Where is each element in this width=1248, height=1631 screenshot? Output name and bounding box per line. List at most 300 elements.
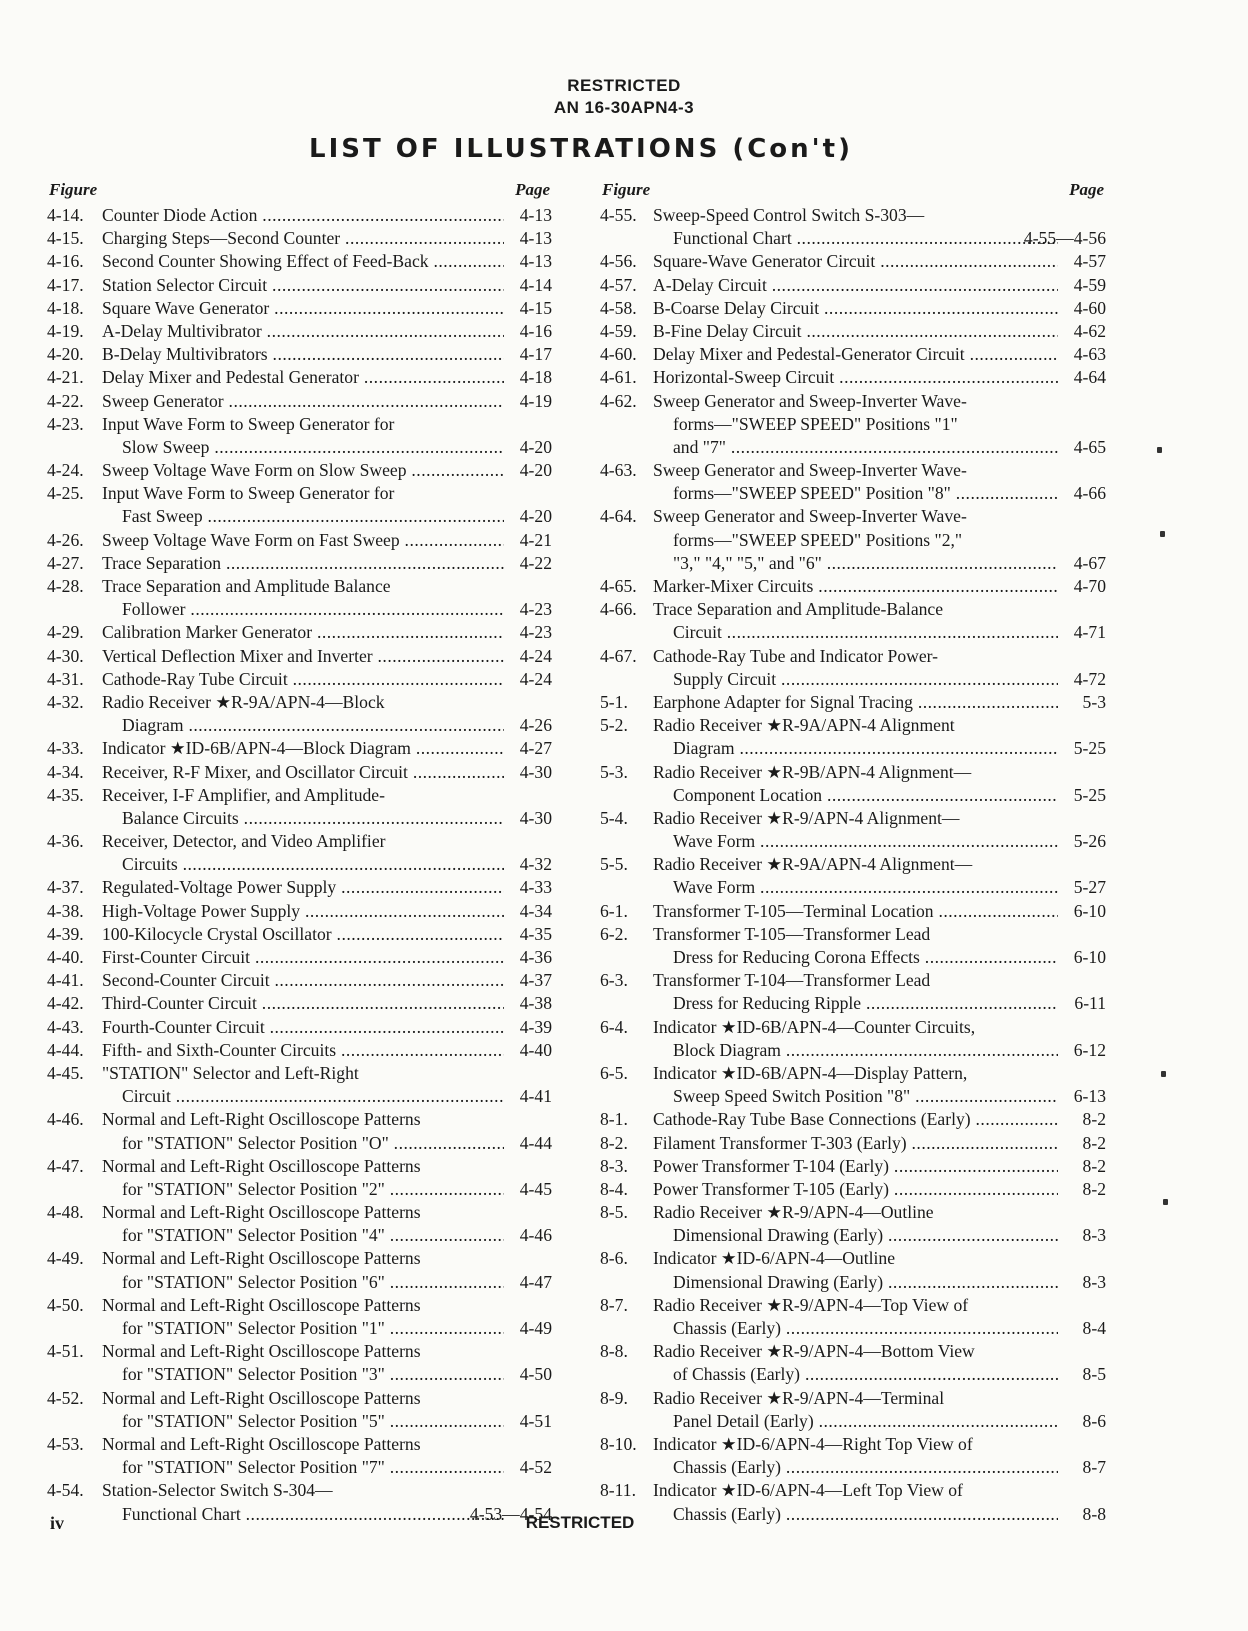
entry-line xyxy=(47,1410,552,1433)
figure-page: 4-59 xyxy=(1073,274,1106,295)
figure-page: 4-24 xyxy=(519,668,552,689)
figure-title: Indicator ★ID-6B/APN-4—Counter Circuits, xyxy=(653,1016,976,1037)
entry-line xyxy=(600,1340,1106,1363)
figure-entry xyxy=(47,1062,552,1108)
page-heading: Page xyxy=(515,180,550,199)
figure-number: 4-41. xyxy=(47,970,84,991)
figure-page: 4-57 xyxy=(1073,251,1106,272)
figure-entry xyxy=(600,1247,1106,1293)
figure-page: 6-12 xyxy=(1073,1039,1106,1060)
figure-entry xyxy=(47,343,552,366)
figure-entry xyxy=(47,969,552,992)
figure-title: Diagram ..... xyxy=(122,714,504,737)
figure-page: 4-13 xyxy=(519,205,552,225)
figure-page: 4-14 xyxy=(519,274,552,295)
entry-line xyxy=(600,390,1106,413)
entry-line xyxy=(600,691,1106,714)
figure-title: Marker-Mixer Circuits ..... xyxy=(653,575,1058,598)
figure-entry xyxy=(47,552,552,575)
entry-line xyxy=(600,343,1106,366)
figure-entry xyxy=(600,343,1106,366)
figure-entry xyxy=(47,390,552,413)
figure-number: 4-18. xyxy=(47,297,84,318)
figure-page: 4-55—4-56 xyxy=(1023,228,1106,249)
figure-entry xyxy=(47,1387,552,1433)
figure-title: Normal and Left-Right Oscilloscope Patterns xyxy=(102,1294,421,1315)
figure-number: 4-67. xyxy=(600,645,637,666)
figure-title: Fast Sweep ..... xyxy=(122,505,504,528)
entry-line xyxy=(47,807,552,830)
header-classification: RESTRICTED xyxy=(567,76,681,95)
entry-line xyxy=(47,297,552,320)
figure-title: forms—"SWEEP SPEED" Positions "1" xyxy=(673,413,958,434)
figure-title: Receiver, R-F Mixer, and Oscillator Circuit ..... xyxy=(102,761,504,784)
figure-number: 8-8. xyxy=(600,1341,628,1362)
figure-title: High-Voltage Power Supply ..... xyxy=(102,900,504,923)
entry-line xyxy=(47,923,552,946)
figure-number: 4-53. xyxy=(47,1433,84,1454)
figure-page: 6-13 xyxy=(1073,1086,1106,1107)
figure-page: 8-5 xyxy=(1082,1364,1106,1385)
entry-line xyxy=(47,1247,552,1270)
entry-line xyxy=(47,1039,552,1062)
figure-page: 4-36 xyxy=(519,947,552,967)
figure-entry xyxy=(600,1340,1106,1386)
figure-title: Dress for Reducing Ripple ..... xyxy=(673,992,1058,1015)
figure-entry xyxy=(47,459,552,482)
figure-number: 4-32. xyxy=(47,691,84,712)
figure-number: 8-1. xyxy=(600,1109,628,1130)
entry-line xyxy=(600,876,1106,899)
figure-title: for "STATION" Selector Position "5" ..... xyxy=(122,1410,504,1433)
figure-title: Calibration Marker Generator ..... xyxy=(102,621,504,644)
figure-number: 4-14. xyxy=(47,205,84,225)
figure-entry xyxy=(47,621,552,644)
figure-page: 4-63 xyxy=(1073,344,1106,365)
entry-line xyxy=(47,830,552,853)
figure-title: Second Counter Showing Effect of Feed-Back ..... xyxy=(102,250,504,273)
figure-page: 4-20 xyxy=(519,506,552,527)
entry-line xyxy=(47,645,552,668)
figure-title: Horizontal-Sweep Circuit ..... xyxy=(653,366,1058,389)
entry-line xyxy=(600,482,1106,505)
figure-title: for "STATION" Selector Position "O" ..... xyxy=(122,1132,504,1155)
figure-page: 4-45 xyxy=(519,1178,552,1199)
entry-line xyxy=(600,714,1106,737)
entry-line xyxy=(600,853,1106,876)
scan-speck xyxy=(1161,1071,1166,1077)
figure-number: 8-4. xyxy=(600,1178,628,1199)
entry-line xyxy=(600,1387,1106,1410)
entry-line xyxy=(47,1085,552,1108)
figure-entry xyxy=(47,1155,552,1201)
figure-entry xyxy=(600,1016,1106,1062)
figure-entry xyxy=(600,1155,1106,1178)
figure-title: Radio Receiver ★R-9/APN-4—Terminal xyxy=(653,1387,945,1408)
figure-entry xyxy=(600,250,1106,273)
entry-line xyxy=(47,459,552,482)
figure-title: Receiver, Detector, and Video Amplifier xyxy=(102,831,386,852)
figure-number: 6-1. xyxy=(600,900,628,921)
figure-title: Radio Receiver ★R-9A/APN-4 Alignment— xyxy=(653,854,973,875)
figure-title: Normal and Left-Right Oscilloscope Patterns xyxy=(102,1248,421,1269)
figure-page: 8-2 xyxy=(1082,1132,1106,1153)
entry-line xyxy=(47,1132,552,1155)
figure-title: Transformer T-105—Transformer Lead xyxy=(653,923,931,944)
figure-title: Dress for Reducing Corona Effects ..... xyxy=(673,946,1058,969)
entry-line xyxy=(600,668,1106,691)
figure-title: Follower ..... xyxy=(122,598,504,621)
figure-title: Trace Separation and Amplitude Balance xyxy=(102,576,391,596)
figure-entry xyxy=(600,459,1106,505)
figure-page: 5-27 xyxy=(1073,877,1106,898)
figure-title: Block Diagram ..... xyxy=(673,1039,1058,1062)
figure-number: 4-22. xyxy=(47,390,84,411)
entry-line xyxy=(600,1155,1106,1178)
figure-page: 4-44 xyxy=(519,1132,552,1153)
entry-line xyxy=(47,1317,552,1340)
figure-number: 4-35. xyxy=(47,784,84,805)
figure-page: 4-26 xyxy=(519,715,552,736)
figure-entry xyxy=(47,691,552,737)
figure-entry xyxy=(600,714,1106,760)
figure-number: 6-2. xyxy=(600,923,628,944)
left-entry-list xyxy=(47,204,552,1526)
figure-page: 4-32 xyxy=(519,854,552,875)
entry-line xyxy=(600,621,1106,644)
entry-line xyxy=(47,320,552,343)
figure-number: 4-34. xyxy=(47,761,84,782)
figure-page: 8-8 xyxy=(1082,1503,1106,1524)
entry-line xyxy=(47,529,552,552)
figure-title: Normal and Left-Right Oscilloscope Patterns xyxy=(102,1341,421,1362)
figure-page: 4-23 xyxy=(519,622,552,643)
figure-number: 4-39. xyxy=(47,923,84,944)
figure-title: Input Wave Form to Sweep Generator for xyxy=(102,413,395,434)
figure-title: Square Wave Generator ..... xyxy=(102,297,504,320)
figure-title: Fourth-Counter Circuit ..... xyxy=(102,1016,504,1039)
figure-entry xyxy=(600,1387,1106,1433)
footer-page-number: iv xyxy=(50,1513,65,1533)
figure-entry xyxy=(47,529,552,552)
figure-entry xyxy=(47,482,552,528)
figure-entry xyxy=(600,1132,1106,1155)
figure-title: Counter Diode Action ..... xyxy=(102,204,504,227)
figure-page: 4-30 xyxy=(519,761,552,782)
entry-line xyxy=(600,969,1106,992)
entry-line xyxy=(600,1108,1106,1131)
entry-line xyxy=(47,691,552,714)
entry-line xyxy=(47,413,552,436)
figure-entry xyxy=(47,923,552,946)
figure-number: 5-5. xyxy=(600,854,628,875)
right-entry-list xyxy=(600,204,1106,1526)
figure-page: 4-38 xyxy=(519,993,552,1014)
entry-line xyxy=(47,505,552,528)
figure-title: Radio Receiver ★R-9/APN-4—Outline xyxy=(653,1202,934,1223)
entry-line xyxy=(600,297,1106,320)
figure-page: 4-64 xyxy=(1073,367,1106,388)
figure-title: Delay Mixer and Pedestal-Generator Circuit ..... xyxy=(653,343,1058,366)
figure-page: 4-35 xyxy=(519,923,552,944)
figure-page: 8-4 xyxy=(1082,1318,1106,1338)
entry-line xyxy=(600,1456,1106,1479)
figure-number: 4-29. xyxy=(47,622,84,643)
entry-line xyxy=(47,1340,552,1363)
figure-page: 4-41 xyxy=(519,1086,552,1107)
figure-title: Normal and Left-Right Oscilloscope Patterns xyxy=(102,1387,421,1408)
figure-entry xyxy=(600,366,1106,389)
figure-number: 4-57. xyxy=(600,274,637,295)
figure-page: 4-65 xyxy=(1073,436,1106,457)
figure-title: Second-Counter Circuit ..... xyxy=(102,969,504,992)
figure-title: Dimensional Drawing (Early) ..... xyxy=(673,1271,1058,1294)
right-column xyxy=(600,180,1106,1526)
entry-line xyxy=(600,436,1106,459)
entry-line xyxy=(47,1456,552,1479)
figure-title: Regulated-Voltage Power Supply ..... xyxy=(102,876,504,899)
figure-entry xyxy=(600,807,1106,853)
figure-page: 4-33 xyxy=(519,877,552,898)
figure-title: forms—"SWEEP SPEED" Positions "2," xyxy=(673,529,963,550)
figure-entry xyxy=(600,900,1106,923)
figure-entry xyxy=(600,969,1106,1015)
entry-line xyxy=(600,1271,1106,1294)
figure-page: 4-39 xyxy=(519,1016,552,1037)
figure-title: Circuits ..... xyxy=(122,853,504,876)
figure-number: 5-4. xyxy=(600,807,628,828)
figure-title: Sweep Generator ..... xyxy=(102,390,504,413)
figure-number: 4-42. xyxy=(47,993,84,1014)
figure-entry xyxy=(47,1433,552,1479)
figure-title: Transformer T-105—Terminal Location ..... xyxy=(653,900,1058,923)
entry-line xyxy=(47,1108,552,1131)
entry-line xyxy=(600,250,1106,273)
entry-line xyxy=(600,1363,1106,1386)
figure-title: Trace Separation and Amplitude-Balance xyxy=(653,599,944,620)
entry-line xyxy=(600,1062,1106,1085)
figure-title: and "7" ..... xyxy=(673,436,1058,459)
entry-line xyxy=(47,204,552,227)
figure-page: 4-22 xyxy=(519,552,552,573)
figure-page: 4-67 xyxy=(1073,552,1106,573)
figure-title: Radio Receiver ★R-9A/APN-4 Alignment xyxy=(653,715,955,736)
footer-classification: RESTRICTED xyxy=(525,1513,635,1532)
figure-title: Filament Transformer T-303 (Early) ..... xyxy=(653,1132,1058,1155)
figure-number: 4-54. xyxy=(47,1480,84,1501)
figure-entry xyxy=(600,297,1106,320)
figure-title: Charging Steps—Second Counter ..... xyxy=(102,227,504,250)
figure-title: First-Counter Circuit ..... xyxy=(102,946,504,969)
figure-title: Chassis (Early) ..... xyxy=(673,1317,1058,1340)
figure-number: 8-7. xyxy=(600,1294,628,1315)
figure-title: Vertical Deflection Mixer and Inverter ..... xyxy=(102,645,504,668)
entry-line xyxy=(47,1387,552,1410)
figure-number: 4-47. xyxy=(47,1155,84,1176)
entry-line xyxy=(600,320,1106,343)
figure-number: 5-2. xyxy=(600,715,628,736)
figure-entry xyxy=(600,645,1106,691)
entry-line xyxy=(600,552,1106,575)
figure-title: Indicator ★ID-6B/APN-4—Block Diagram ..... xyxy=(102,737,504,760)
figure-title: Cathode-Ray Tube Base Connections (Early) ..... xyxy=(653,1108,1058,1131)
figure-page: 4-52 xyxy=(519,1457,552,1478)
header-doc-number: AN 16-30APN4-3 xyxy=(553,98,695,117)
figure-title: Circuit ..... xyxy=(122,1085,504,1108)
figure-page: 4-23 xyxy=(519,599,552,620)
figure-title: Earphone Adapter for Signal Tracing ..... xyxy=(653,691,1058,714)
figure-page: 4-72 xyxy=(1073,668,1106,689)
figure-page: 4-20 xyxy=(519,460,552,481)
figure-title: Functional Chart ..... xyxy=(673,227,1058,250)
figure-title: Receiver, I-F Amplifier, and Amplitude- xyxy=(102,784,385,805)
figure-entry xyxy=(600,575,1106,598)
figure-title: for "STATION" Selector Position "2" ..... xyxy=(122,1178,504,1201)
figure-title: Wave Form ..... xyxy=(673,876,1058,899)
figure-entry xyxy=(600,1178,1106,1201)
figure-number: 8-5. xyxy=(600,1202,628,1223)
figure-number: 8-2. xyxy=(600,1132,628,1153)
figure-entry xyxy=(47,1247,552,1293)
figure-entry xyxy=(600,691,1106,714)
figure-page: 4-47 xyxy=(519,1271,552,1292)
figure-page: 4-53—4-54 xyxy=(469,1503,552,1524)
figure-number: 4-52. xyxy=(47,1387,84,1408)
figure-title: Cathode-Ray Tube Circuit ..... xyxy=(102,668,504,691)
figure-number: 4-66. xyxy=(600,599,637,620)
entry-line xyxy=(600,1016,1106,1039)
figure-page: 4-51 xyxy=(519,1410,552,1431)
figure-number: 4-63. xyxy=(600,460,637,481)
figure-page: 4-66 xyxy=(1073,483,1106,504)
figure-page: 8-3 xyxy=(1082,1225,1106,1246)
entry-line xyxy=(47,366,552,389)
figure-title: A-Delay Circuit ..... xyxy=(653,274,1058,297)
entry-line xyxy=(47,1016,552,1039)
figure-page: 5-25 xyxy=(1073,738,1106,759)
figure-title: "3," "4," "5," and "6" ..... xyxy=(673,552,1058,575)
figure-entry xyxy=(47,784,552,830)
entry-line xyxy=(600,1224,1106,1247)
figure-page: 4-71 xyxy=(1073,622,1106,643)
figure-entry xyxy=(600,1201,1106,1247)
figure-number: 4-27. xyxy=(47,552,84,573)
figure-title: Normal and Left-Right Oscilloscope Patterns xyxy=(102,1109,421,1130)
figure-title: Normal and Left-Right Oscilloscope Patterns xyxy=(102,1202,421,1223)
entry-line xyxy=(600,807,1106,830)
figure-entry xyxy=(47,297,552,320)
entry-line xyxy=(600,1201,1106,1224)
entry-line xyxy=(47,343,552,366)
entry-line xyxy=(47,390,552,413)
figure-title: Panel Detail (Early) ..... xyxy=(673,1410,1058,1433)
figure-page: 4-30 xyxy=(519,807,552,828)
entry-line xyxy=(600,1039,1106,1062)
figure-entry xyxy=(47,274,552,297)
figure-title: Balance Circuits ..... xyxy=(122,807,504,830)
entry-line xyxy=(600,830,1106,853)
figure-entry xyxy=(600,1294,1106,1340)
figure-title: Delay Mixer and Pedestal Generator ..... xyxy=(102,366,504,389)
figure-title: for "STATION" Selector Position "1" ..... xyxy=(122,1317,504,1340)
figure-number: 4-40. xyxy=(47,947,84,967)
figure-title: Supply Circuit ..... xyxy=(673,668,1058,691)
figure-title: Radio Receiver ★R-9B/APN-4 Alignment— xyxy=(653,761,972,782)
entry-line xyxy=(600,227,1106,250)
figure-page: 4-15 xyxy=(519,297,552,318)
entry-line xyxy=(47,552,552,575)
figure-number: 8-10. xyxy=(600,1433,637,1454)
figure-entry xyxy=(47,645,552,668)
entry-line xyxy=(600,529,1106,552)
figure-page: 4-50 xyxy=(519,1364,552,1385)
figure-page: 6-10 xyxy=(1073,900,1106,921)
entry-line xyxy=(600,761,1106,784)
figure-title: Power Transformer T-104 (Early) ..... xyxy=(653,1155,1058,1178)
entry-line xyxy=(600,1085,1106,1108)
entry-line xyxy=(600,413,1106,436)
figure-number: 4-49. xyxy=(47,1248,84,1269)
figure-entry xyxy=(600,390,1106,460)
figure-title: Transformer T-104—Transformer Lead xyxy=(653,970,931,991)
figure-number: 5-3. xyxy=(600,761,628,782)
figure-title: Component Location ..... xyxy=(673,784,1058,807)
figure-title: "STATION" Selector and Left-Right xyxy=(102,1062,359,1083)
figure-page: 4-24 xyxy=(519,645,552,666)
figure-page: 8-7 xyxy=(1082,1457,1106,1478)
entry-line xyxy=(47,227,552,250)
entry-line xyxy=(600,1132,1106,1155)
figure-number: 4-59. xyxy=(600,320,637,341)
scan-speck xyxy=(1163,1199,1168,1205)
entry-line xyxy=(600,1317,1106,1340)
figure-page: 4-17 xyxy=(519,344,552,365)
figure-number: 4-26. xyxy=(47,529,84,550)
figure-number: 4-58. xyxy=(600,297,637,318)
figure-entry xyxy=(600,274,1106,297)
scan-speck xyxy=(1160,531,1165,537)
figure-number: 4-55. xyxy=(600,205,637,225)
figure-number: 4-43. xyxy=(47,1016,84,1037)
figure-entry xyxy=(600,204,1106,250)
figure-number: 4-65. xyxy=(600,576,637,596)
figure-number: 4-19. xyxy=(47,320,84,341)
entry-line xyxy=(600,366,1106,389)
figure-title: Square-Wave Generator Circuit ..... xyxy=(653,250,1058,273)
entry-line xyxy=(600,1247,1106,1270)
figure-title: for "STATION" Selector Position "7" ..... xyxy=(122,1456,504,1479)
entry-line xyxy=(47,668,552,691)
entry-line xyxy=(600,737,1106,760)
figure-entry xyxy=(47,320,552,343)
entry-line xyxy=(47,1178,552,1201)
figure-entry xyxy=(47,1201,552,1247)
entry-line xyxy=(600,204,1106,227)
figure-title: Sweep Voltage Wave Form on Slow Sweep ..... xyxy=(102,459,504,482)
figure-entry xyxy=(47,204,552,227)
figure-title: Cathode-Ray Tube and Indicator Power- xyxy=(653,645,939,666)
figure-title: Trace Separation ..... xyxy=(102,552,504,575)
figure-number: 4-51. xyxy=(47,1341,84,1362)
figure-page: 4-19 xyxy=(519,390,552,411)
figure-entry xyxy=(47,1016,552,1039)
figure-title: Chassis (Early) ..... xyxy=(673,1456,1058,1479)
figure-title: Sweep Voltage Wave Form on Fast Sweep ..... xyxy=(102,529,504,552)
entry-line xyxy=(47,250,552,273)
figure-title: Indicator ★ID-6/APN-4—Left Top View of xyxy=(653,1480,963,1501)
entry-line xyxy=(600,459,1106,482)
figure-entry xyxy=(47,1340,552,1386)
